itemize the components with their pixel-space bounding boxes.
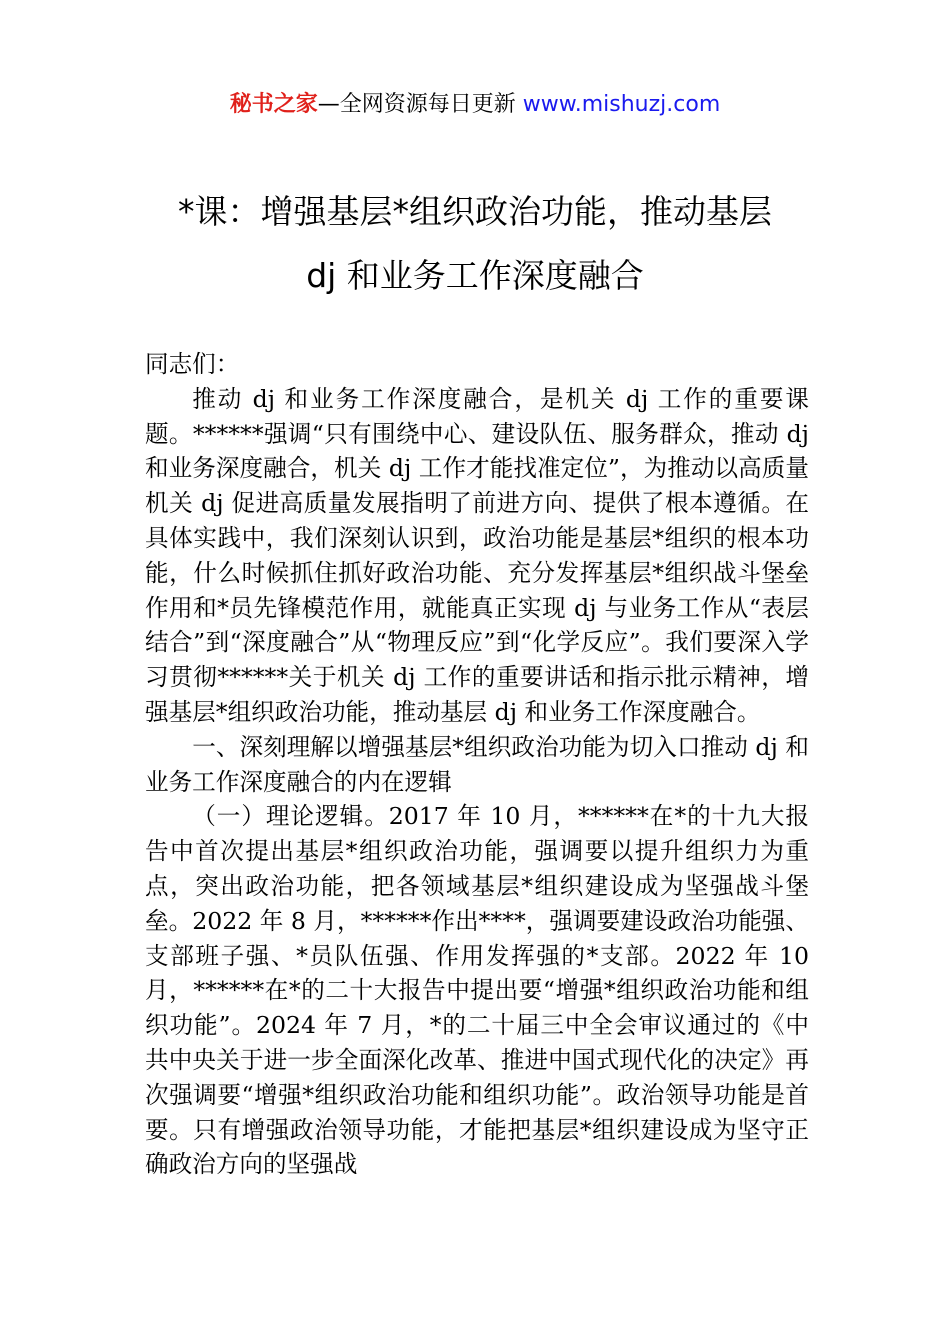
site-slogan: —全网资源每日更新 <box>317 92 523 117</box>
site-url-link[interactable]: www.mishuzj.com <box>522 92 721 117</box>
document-title <box>0 180 950 308</box>
title-line-1: *课：增强基层*组织政治功能，推动基层 <box>178 192 772 231</box>
title-line-2: dj 和业务工作深度融合 <box>306 256 644 295</box>
site-header <box>0 90 950 120</box>
greeting: 同志们： <box>145 350 240 378</box>
site-brand: 秘书之家 <box>229 92 318 117</box>
paragraph: （一）理论逻辑。2017 年 10 月，******在*的十九大报告中首次提出基层*组织政治功能，强调要以提升组织力为重点，突出政治功能，把各领域基层*组织建设成为坚强战斗堡垒。2022 年 8 月，******作出****，强调要建设政治功能强、支部班子强、*员队伍强、作用发挥强的*支部。2022 年 10 月，******在*的二十大报告中提出要“增强*组织政治功能和组织功能”。2024 年 7 月，*的二十届三中全会审议通过的《中共中央关于进一步全面深化改革、推进中国式现代化的决定》再次强调要“增强*组织政治功能和组织功能”。政治领导功能是首要。只有增强政治领导功能，才能把基层*组织建设成为坚守正确政治方向的坚强战 <box>145 802 809 1179</box>
document-body <box>145 347 809 1182</box>
section-heading: 一、深刻理解以增强基层*组织政治功能为切入口推动 dj 和业务工作深度融合的内在逻辑 <box>145 732 809 796</box>
paragraph: 推动 dj 和业务工作深度融合，是机关 dj 工作的重要课题。******强调“只有围绕中心、建设队伍、服务群众，推动 dj 和业务深度融合，机关 dj 工作才能找准定位”，为推动以高质量机关 dj 促进高质量发展指明了前进方向、提供了根本遵循。在具体实践中，我们深刻认识到，政治功能是基层*组织的根本功能，什么时候抓住抓好政治功能、充分发挥基层*组织战斗堡垒作用和*员先锋模范作用，就能真正实现 dj 与业务工作从“表层结合”到“深度融合”从“物理反应”到“化学反应”。我们要深入学习贯彻******关于机关 dj 工作的重要讲话和指示批示精神，增强基层*组织政治功能，推动基层 dj 和业务工作深度融合。 <box>145 384 809 726</box>
